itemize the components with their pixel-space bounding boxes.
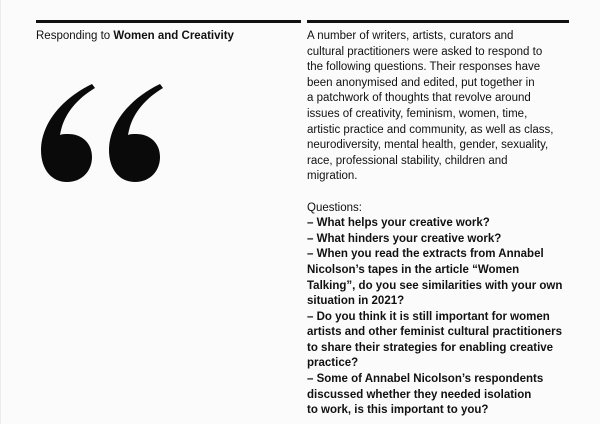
right-column-rule [307, 20, 569, 23]
question-line: to share their strategies for enabling creative [307, 341, 554, 354]
question-line: – What helps your creative work? [307, 217, 490, 230]
intro-line: migration. [307, 170, 358, 183]
intro-line: been anonymised and edited, put together in [307, 76, 535, 89]
question-line: Nicolson’s tapes in the article “Women [307, 263, 520, 276]
section-heading [36, 29, 234, 44]
intro-line: issues of creativity, feminism, women, time, [307, 107, 528, 120]
question-line: artists and other feminist cultural practitioners [307, 326, 562, 339]
question-line: Talking”, do you see similarities with your own [307, 279, 563, 292]
intro-line: neurodiversity, mental health, gender, sexuality, [307, 139, 549, 152]
intro-line: a patchwork of thoughts that revolve around [307, 92, 531, 105]
section-heading-title: Women and Creativity [113, 30, 234, 42]
questions-heading: Questions: [307, 201, 362, 214]
question-line: – What hinders your creative work? [307, 232, 502, 245]
article-intro [307, 29, 575, 419]
opening-double-quote-icon [37, 80, 167, 184]
question-line: – Do you think it is still important for women [307, 310, 550, 323]
intro-line: race, professional stability, children and [307, 154, 508, 167]
intro-line: cultural practitioners were asked to respond to [307, 45, 543, 58]
intro-line: the following questions. Their responses have [307, 61, 541, 74]
question-line: – Some of Annabel Nicolson’s respondents [307, 373, 544, 386]
question-line: – When you read the extracts from Annabel [307, 248, 544, 261]
question-line: practice? [307, 357, 359, 370]
section-heading-prefix: Responding to [36, 30, 114, 42]
question-line: to work, is this important to you? [307, 404, 489, 417]
question-line: discussed whether they needed isolation [307, 388, 532, 401]
question-line: situation in 2021? [307, 295, 405, 308]
intro-line: artistic practice and community, as well as class, [307, 123, 554, 136]
intro-line: A number of writers, artists, curators and [307, 30, 514, 42]
paragraph-spacer [307, 185, 575, 201]
left-column-rule [36, 20, 301, 23]
